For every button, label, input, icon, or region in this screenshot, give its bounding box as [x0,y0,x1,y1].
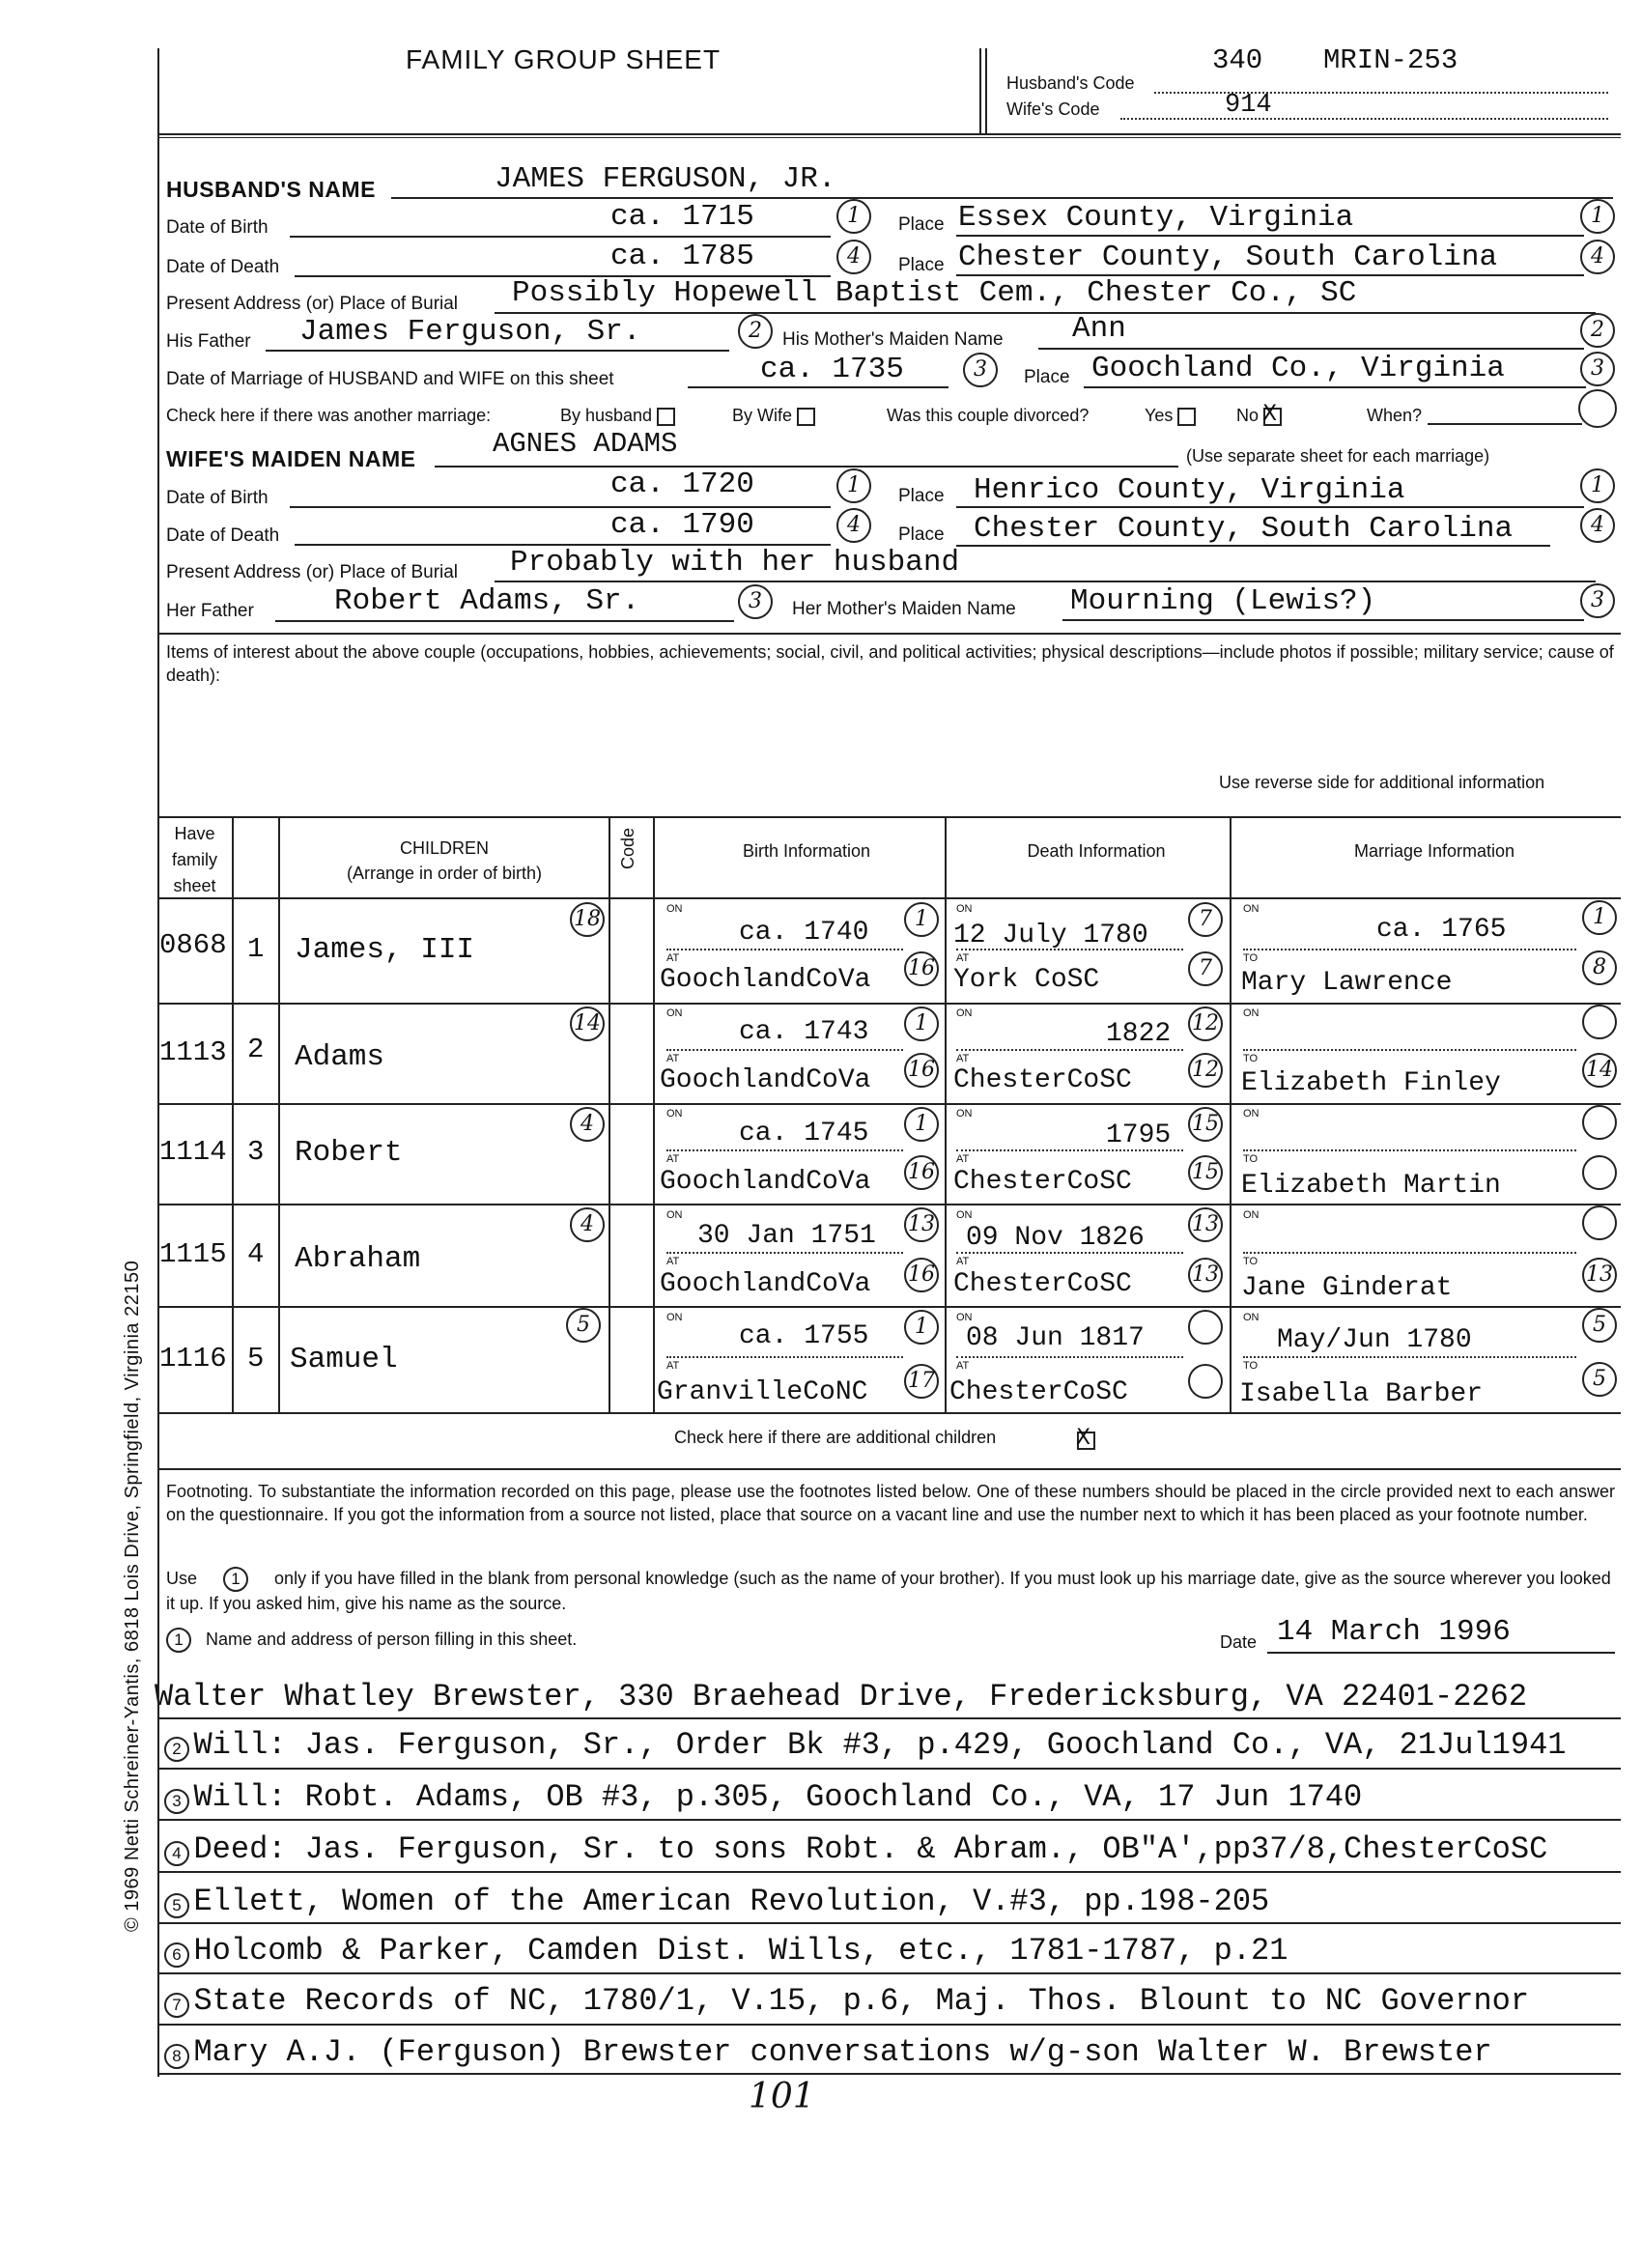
footnote-circle: 4 [1580,508,1615,543]
footnote-circle: 1 [1580,199,1615,234]
footnote-circle: 1 [1580,468,1615,503]
child-spouse: Isabella Barber [1239,1379,1484,1409]
child-family-sheet: 1116 [159,1343,227,1375]
col-birth-header: Birth Information [742,841,871,861]
child-spouse: Jane Ginderat [1241,1273,1453,1303]
footnote-circle: 4 [1580,240,1615,274]
child-marriage-on: May/Jun 1780 [1277,1325,1472,1355]
child-birth-at: GoochlandCoVa [660,1065,871,1095]
husbands-code-value: 340 [1212,44,1263,76]
footnote-text: Deed: Jas. Ferguson, Sr. to sons Robt. & Abram., OB"A',pp37/8,ChesterCoSC [193,1831,1548,1867]
place-label: Place [1024,367,1070,387]
at-label: AT [956,1256,970,1267]
wife-birth: ca. 1720 [610,468,754,501]
on-label: ON [1243,1108,1260,1120]
child-death-at: ChesterCoSC [953,1269,1132,1299]
col-children-subheader: (Arrange in order of birth) [346,864,543,883]
on-label: ON [956,1108,973,1120]
on-label: ON [666,1209,683,1221]
footnote-circle: 4 [836,240,871,274]
on-label: ON [666,1108,683,1120]
child-birth-on: ca. 1755 [739,1321,869,1351]
child-death-on: 12 July 1780 [953,921,1148,950]
child-death-on: 08 Jun 1817 [966,1323,1145,1353]
footnote-circle: 3 [963,353,998,387]
on-label: ON [956,1312,973,1323]
sheet-title: FAMILY GROUP SHEET [406,44,722,74]
footnote-circle [1582,1205,1617,1240]
wife-birth-label: Date of Birth [166,488,269,508]
child-name: Samuel [290,1343,398,1376]
footnote-entry [164,1884,1269,1919]
on-label: ON [956,1007,973,1019]
footnote-circle: 16 [904,1053,939,1088]
footnote-circle: 1 [223,1567,248,1592]
on-label: ON [956,1209,973,1221]
footnote-entry [164,1983,1529,2019]
husbands-code-label: Husband's Code [1006,73,1135,93]
divorced-yes-checkbox[interactable] [1177,408,1196,426]
footnote-circle [1578,389,1617,428]
footnote-circle: 1 [1582,900,1617,935]
footnote-entry: Walter Whatley Brewster, 330 Braehead Drive, Fredericksburg, VA 22401-2262 [155,1679,1528,1715]
footnote-circle: 4 [836,508,871,543]
yes-label: Yes [1145,406,1174,425]
at-label: AT [666,1256,680,1267]
use-instruction [166,1567,1615,1615]
at-label: AT [956,952,970,964]
footnote-circle: 4 [164,1841,189,1866]
at-label: AT [956,1153,970,1165]
marriage-place: Goochland Co., Virginia [1091,352,1505,385]
child-birth-on: ca. 1745 [739,1119,869,1148]
child-spouse: Elizabeth Martin [1241,1171,1501,1201]
check-mark: X [1262,401,1278,426]
to-label: TO [1243,1153,1259,1165]
footnote-circle: 1 [904,902,939,937]
wife-mother-label: Her Mother's Maiden Name [792,599,1016,619]
wife-mother: Mourning (Lewis?) [1070,584,1376,618]
to-label: TO [1243,1256,1259,1267]
footnote-circle: 5 [566,1308,601,1343]
child-death-at: ChesterCoSC [949,1377,1128,1407]
to-label: TO [1243,952,1259,964]
footnote-circle: 16 [904,951,939,986]
child-name: Adams [295,1040,385,1074]
footnote-circle: 7 [164,1993,189,2018]
child-name: Abraham [295,1242,421,1276]
divorced-no-group [1236,401,1282,426]
child-number: 1 [247,933,265,965]
child-name: James, III [295,933,475,967]
footnote-entry [164,1831,1547,1867]
footnote-text: Ellett, Women of the American Revolution, V.#3, pp.198-205 [193,1884,1270,1919]
to-label: TO [1243,1053,1259,1064]
husband-birth-place: Essex County, Virginia [958,201,1354,235]
child-death-at: ChesterCoSC [953,1065,1132,1095]
husband-father-label: His Father [166,331,251,352]
footnote-circle: 14 [570,1006,605,1041]
footnote-circle: 5 [1582,1308,1617,1343]
footnote-circle: 3 [1580,352,1615,386]
footnote-circle: 1 [904,1107,939,1142]
footnote-circle [1582,1005,1617,1039]
husband-burial: Possibly Hopewell Baptist Cem., Chester Co., SC [512,276,1357,310]
child-marriage-on: ca. 1765 [1376,915,1507,945]
by-wife-group [732,406,815,426]
use-text: only if you have filled in the blank from personal knowledge (such as the name of your brother). If you must look up his marriage date, give as the source wherever you looked it up. If you asked him, give his name as the source. [166,1569,1611,1614]
additional-children-label: Check here if there are additional children [674,1428,997,1447]
footnote-circle: 1 [904,1006,939,1041]
on-label: ON [1243,903,1260,915]
husband-burial-label: Present Address (or) Place of Burial [166,294,459,314]
by-wife-checkbox[interactable] [797,408,815,426]
col-children-header: CHILDREN [399,838,489,858]
footnote-circle: 13 [904,1207,939,1242]
other-marriage-label: Check here if there was another marriage: [166,406,492,425]
footnote-circle: 13 [1188,1207,1223,1242]
footnote-circle: 17 [904,1364,939,1399]
footnote-circle: 3 [738,584,773,619]
footnote-circle: 16 [904,1258,939,1292]
on-label: ON [666,1007,683,1019]
husband-mother-label: His Mother's Maiden Name [782,329,1004,350]
fn1-label: Name and address of person filling in this sheet. [206,1629,578,1649]
use-prefix: Use [166,1569,198,1588]
divorced-no-checkbox[interactable] [1262,401,1282,426]
child-family-sheet: 0868 [159,929,227,961]
child-birth-on: 30 Jan 1751 [697,1221,876,1251]
by-wife-label: By Wife [732,406,793,425]
footnote-circle: 3 [1580,583,1615,618]
at-label: AT [666,1360,680,1372]
husband-name-label: HUSBAND'S NAME [166,177,376,202]
place-label: Place [898,524,945,545]
child-death-on: 1822 [1106,1019,1172,1049]
child-family-sheet: 1113 [159,1036,227,1068]
footnote-circle: 7 [1188,951,1223,986]
footnote-circle: 4 [570,1207,605,1242]
at-label: AT [666,1053,680,1064]
col-code-header: Code [618,827,637,869]
wife-death-label: Date of Death [166,525,280,546]
at-label: AT [666,1153,680,1165]
by-husband-group [560,406,675,426]
on-label: ON [666,903,683,915]
wifes-code-value: 914 [1225,91,1272,120]
wifes-code-label: Wife's Code [1006,99,1100,119]
on-label: ON [1243,1312,1260,1323]
wife-birth-place: Henrico County, Virginia [974,473,1405,507]
footnote-circle: 4 [570,1107,605,1142]
husband-birth-label: Date of Birth [166,217,269,238]
child-birth-at: GoochlandCoVa [660,1167,871,1197]
on-label: ON [666,1312,683,1323]
when-label: When? [1367,406,1423,425]
child-birth-on: ca. 1740 [739,918,869,948]
footnote-circle: 2 [1580,313,1615,348]
child-number: 5 [247,1343,265,1375]
footnote-circle: 5 [1582,1362,1617,1397]
fn1-instruction [166,1628,577,1653]
at-label: AT [956,1053,970,1064]
footnote-text: Mary A.J. (Ferguson) Brewster conversations w/g-son Walter W. Brewster [193,2034,1492,2070]
wife-burial-label: Present Address (or) Place of Burial [166,562,459,582]
footnote-circle: 16 [904,1155,939,1190]
footnote-circle [1188,1364,1223,1399]
wife-burial: Probably with her husband [510,546,960,580]
items-of-interest-label: Items of interest about the above couple (occupations, hobbies, achievements; social, civil, and political activities; physical descriptions—include photos if possible; military service; cause of death): [166,642,1614,685]
footnote-text: Will: Robt. Adams, OB #3, p.305, Goochland Co., VA, 17 Jun 1740 [193,1779,1363,1815]
footnote-circle: 1 [166,1628,191,1653]
footnote-entry [164,1779,1362,1815]
footnote-circle: 2 [164,1737,189,1762]
footnote-circle: 6 [164,1942,189,1968]
place-label: Place [898,486,945,506]
husband-death-label: Date of Death [166,257,280,277]
child-birth-on: ca. 1743 [739,1017,869,1047]
footnoting-paragraph: Footnoting. To substantiate the information recorded on this page, please use the footnotes listed below. One of these numbers should be placed in the circle provided next to each answer on the questionnaire. If you got the information from a source not listed, place that source on a vacant line and use the number next to which it has been placed as your footnote number. [166,1482,1615,1524]
to-label: TO [1243,1360,1259,1372]
wife-father-label: Her Father [166,601,254,621]
husband-birth: ca. 1715 [610,200,754,234]
footnote-circle: 1 [836,468,871,503]
footnote-circle: 8 [1582,950,1617,985]
footnote-entry [164,1933,1288,1969]
footnote-circle [1188,1310,1223,1345]
date-label: Date [1220,1632,1258,1652]
marriage-date: ca. 1735 [760,353,904,386]
col-family-sheet-header: Have family sheet [171,824,217,895]
footnote-entry [164,2034,1492,2070]
child-spouse: Elizabeth Finley [1241,1068,1501,1098]
child-family-sheet: 1114 [159,1136,227,1168]
separate-sheet-note: (Use separate sheet for each marriage) [1186,446,1490,466]
divorced-label: Was this couple divorced? [887,406,1090,425]
on-label: ON [1243,1209,1260,1221]
husband-death: ca. 1785 [610,240,754,273]
by-husband-label: By husband [560,406,653,425]
wife-name-label: WIFE'S MAIDEN NAME [166,446,416,471]
items-of-interest-area[interactable] [166,694,1615,776]
footnote-circle: 7 [1188,902,1223,937]
child-death-at: ChesterCoSC [953,1167,1132,1197]
child-number: 3 [247,1136,265,1168]
child-name: Robert [295,1136,403,1170]
copyright-notice: © 1969 Netti Schreiner-Yantis, 6818 Lois Drive, Springfield, Virginia 22150 [122,1260,143,1932]
footnote-circle: 8 [164,2044,189,2069]
wife-name: AGNES ADAMS [493,428,678,460]
footnote-text: Will: Jas. Ferguson, Sr., Order Bk #3, p.429, Goochland Co., VA, 21Jul1941 [193,1727,1567,1763]
footnote-circle: 1 [836,199,871,234]
footnote-circle: 2 [738,314,773,349]
filled-date: 14 March 1996 [1277,1615,1511,1649]
husband-death-place: Chester County, South Carolina [958,241,1498,274]
on-label: ON [956,903,973,915]
child-death-on: 1795 [1106,1120,1172,1150]
child-death-on: 09 Nov 1826 [966,1223,1145,1253]
at-label: AT [956,1360,970,1372]
footnote-circle: 15 [1188,1155,1223,1190]
footnote-circle: 12 [1188,1006,1223,1041]
wife-death-place: Chester County, South Carolina [974,512,1514,546]
child-birth-at: GranvilleCoNC [657,1377,868,1407]
footnote-circle [1582,1155,1617,1190]
divorced-yes-group [1145,406,1196,426]
footnote-circle: 1 [904,1310,939,1345]
child-birth-at: GoochlandCoVa [660,1269,871,1299]
mrin-value: MRIN-253 [1323,44,1458,76]
place-label: Place [898,214,945,235]
footnote-text: Holcomb & Parker, Camden Dist. Wills, etc., 1781-1787, p.21 [193,1933,1288,1969]
husband-father: James Ferguson, Sr. [299,315,641,349]
check-mark: X [1076,1426,1091,1450]
reverse-side-note: Use reverse side for additional information [1219,773,1545,792]
no-label: No [1236,406,1260,425]
col-death-header: Death Information [1027,841,1166,861]
footnote-text: State Records of NC, 1780/1, V.15, p.6, Maj. Thos. Blount to NC Governor [193,1983,1530,2019]
child-spouse: Mary Lawrence [1241,968,1453,998]
wife-father: Robert Adams, Sr. [334,584,640,618]
marriage-date-label: Date of Marriage of HUSBAND and WIFE on this sheet [166,369,614,389]
child-family-sheet: 1115 [159,1238,227,1270]
child-number: 2 [247,1034,265,1065]
child-death-at: York CoSC [953,965,1100,995]
husband-mother: Ann [1072,312,1126,346]
by-husband-checkbox[interactable] [657,408,675,426]
footnote-circle: 13 [1188,1258,1223,1292]
footnote-circle: 15 [1188,1107,1223,1142]
footnote-circle: 18 [570,902,605,937]
wife-death: ca. 1790 [610,508,754,542]
child-number: 4 [247,1238,265,1270]
footnote-circle [1582,1105,1617,1140]
page-number: 101 [749,2077,815,2116]
at-label: AT [666,952,680,964]
footnote-circle: 14 [1582,1053,1617,1088]
place-label: Place [898,255,945,275]
footnote-circle: 13 [1582,1258,1617,1292]
footnote-circle: 3 [164,1789,189,1814]
additional-children-checkbox[interactable] [1076,1426,1095,1450]
footnote-circle: 5 [164,1893,189,1918]
footnote-entry [164,1727,1566,1763]
footnote-circle: 12 [1188,1053,1223,1088]
husband-name: JAMES FERGUSON, JR. [495,162,836,196]
col-marriage-header: Marriage Information [1353,841,1515,861]
on-label: ON [1243,1007,1260,1019]
child-birth-at: GoochlandCoVa [660,965,871,995]
